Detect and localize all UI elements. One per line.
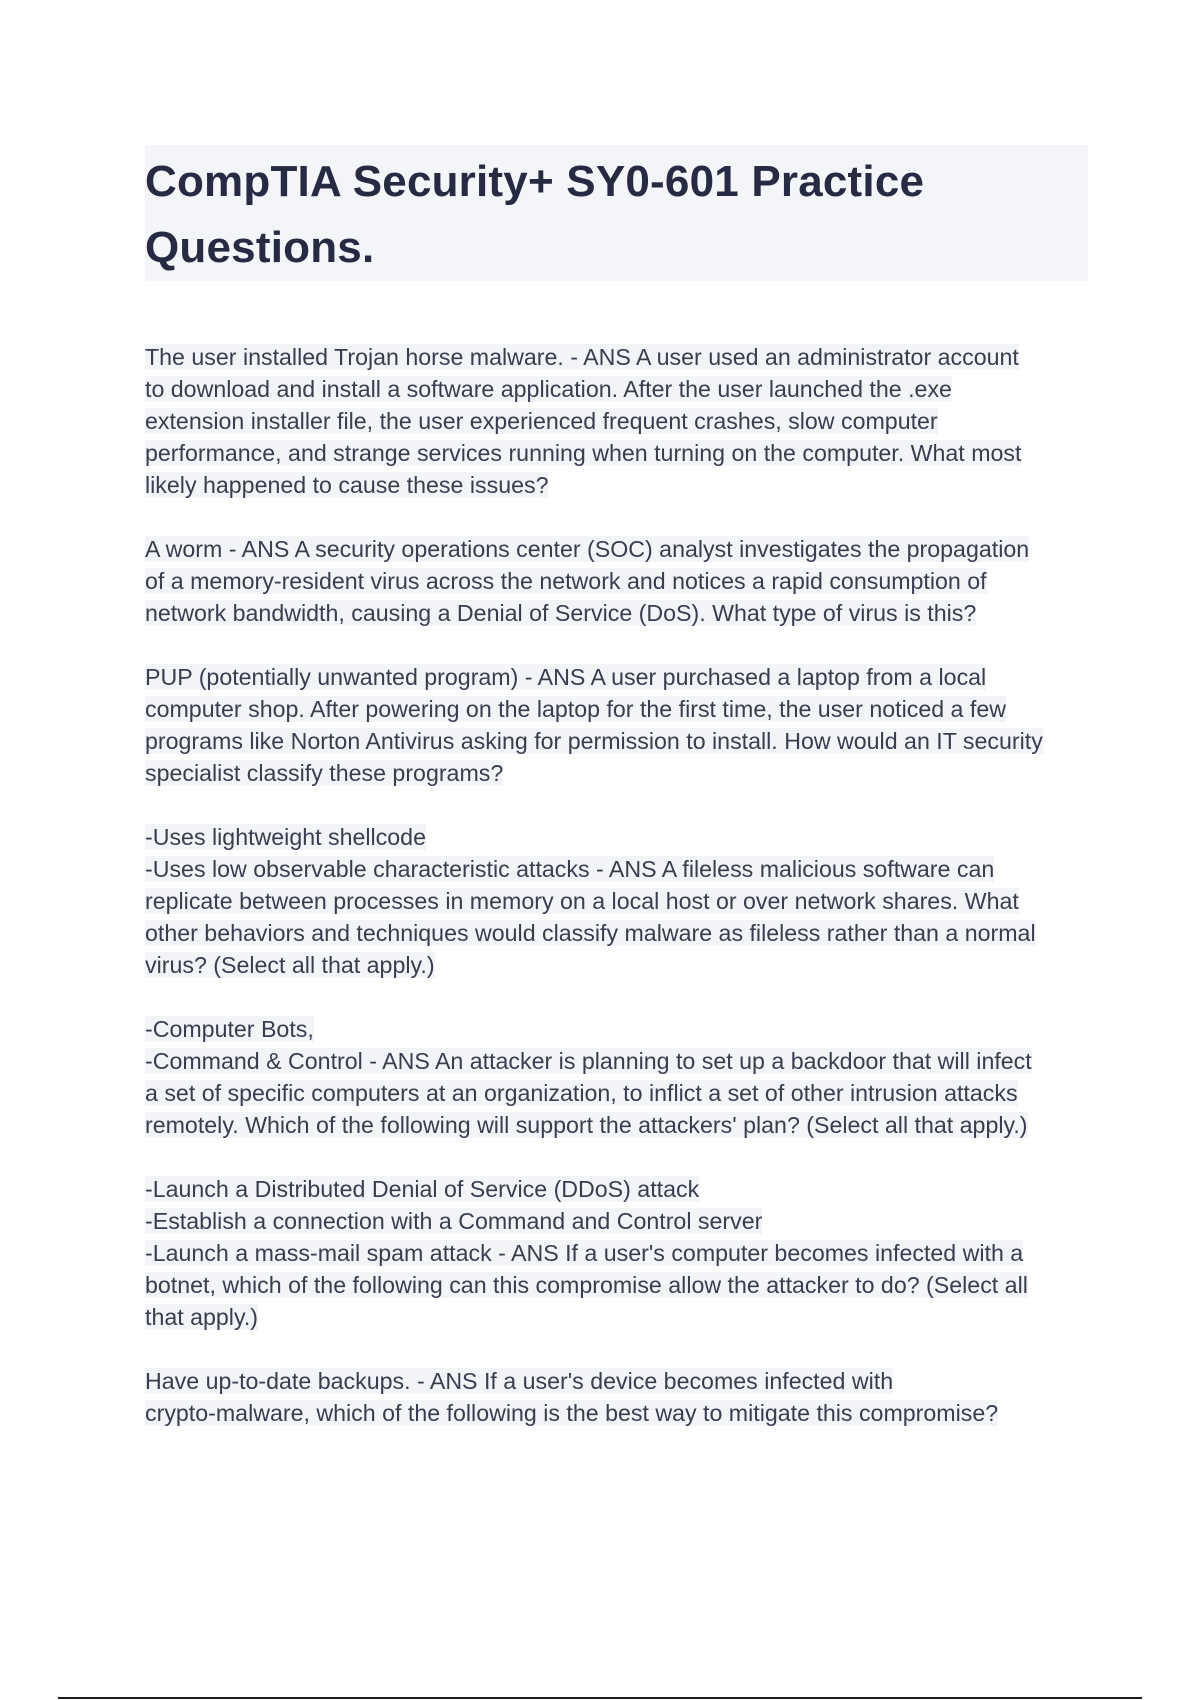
qa-entry-5 xyxy=(145,1013,1095,1141)
text-line: -Command & Control - ANS An attacker is planning to set up a backdoor that will infect xyxy=(145,1048,1032,1074)
text-line: a set of specific computers at an organization, to inflict a set of other intrusion attacks xyxy=(145,1080,1018,1106)
text-line: remotely. Which of the following will support the attackers' plan? (Select all that apply.) xyxy=(145,1112,1028,1138)
text-line: -Launch a mass-mail spam attack - ANS If a user's computer becomes infected with a xyxy=(145,1240,1024,1266)
text-line: replicate between processes in memory on a local host or over network shares. What xyxy=(145,888,1019,914)
text-line: extension installer file, the user experienced frequent crashes, slow computer xyxy=(145,408,938,434)
text-line: of a memory-resident virus across the network and notices a rapid consumption of xyxy=(145,568,987,594)
text-line: -Computer Bots, xyxy=(145,1016,314,1042)
text-line: specialist classify these programs? xyxy=(145,760,504,786)
text-line: -Uses lightweight shellcode xyxy=(145,824,426,850)
title-block xyxy=(145,145,1088,281)
text-line: network bandwidth, causing a Denial of Service (DoS). What type of virus is this? xyxy=(145,600,977,626)
text-line: A worm - ANS A security operations center (SOC) analyst investigates the propagation xyxy=(145,536,1030,562)
text-line: botnet, which of the following can this compromise allow the attacker to do? (Select all xyxy=(145,1272,1028,1298)
qa-entry-4 xyxy=(145,821,1095,981)
title-line-1: CompTIA Security+ SY0-601 Practice xyxy=(145,157,925,206)
text-line: -Launch a Distributed Denial of Service (DDoS) attack xyxy=(145,1176,700,1202)
title-line-2: Questions. xyxy=(145,223,375,272)
footer-divider xyxy=(58,1697,1142,1699)
text-line: -Uses low observable characteristic attacks - ANS A fileless malicious software can xyxy=(145,856,995,882)
text-line: The user installed Trojan horse malware. - ANS A user used an administrator account xyxy=(145,344,1019,370)
text-line: that apply.) xyxy=(145,1304,258,1330)
question-list xyxy=(145,341,1095,1461)
text-line: computer shop. After powering on the laptop for the first time, the user noticed a few xyxy=(145,696,1006,722)
text-line: Have up-to-date backups. - ANS If a user's device becomes infected with xyxy=(145,1368,894,1394)
text-line: crypto-malware, which of the following is the best way to mitigate this compromise? xyxy=(145,1400,999,1426)
text-line: -Establish a connection with a Command and Control server xyxy=(145,1208,763,1234)
text-line: likely happened to cause these issues? xyxy=(145,472,549,498)
text-line: PUP (potentially unwanted program) - ANS A user purchased a laptop from a local xyxy=(145,664,987,690)
qa-entry-6 xyxy=(145,1173,1095,1333)
qa-entry-3 xyxy=(145,661,1095,789)
text-line: performance, and strange services running when turning on the computer. What most xyxy=(145,440,1022,466)
text-line: programs like Norton Antivirus asking for permission to install. How would an IT security xyxy=(145,728,1043,754)
text-line: to download and install a software application. After the user launched the .exe xyxy=(145,376,952,402)
qa-entry-2 xyxy=(145,533,1095,629)
qa-entry-7 xyxy=(145,1365,1095,1429)
text-line: virus? (Select all that apply.) xyxy=(145,952,435,978)
qa-entry-1 xyxy=(145,341,1095,501)
page-title xyxy=(145,149,1088,281)
text-line: other behaviors and techniques would classify malware as fileless rather than a normal xyxy=(145,920,1036,946)
